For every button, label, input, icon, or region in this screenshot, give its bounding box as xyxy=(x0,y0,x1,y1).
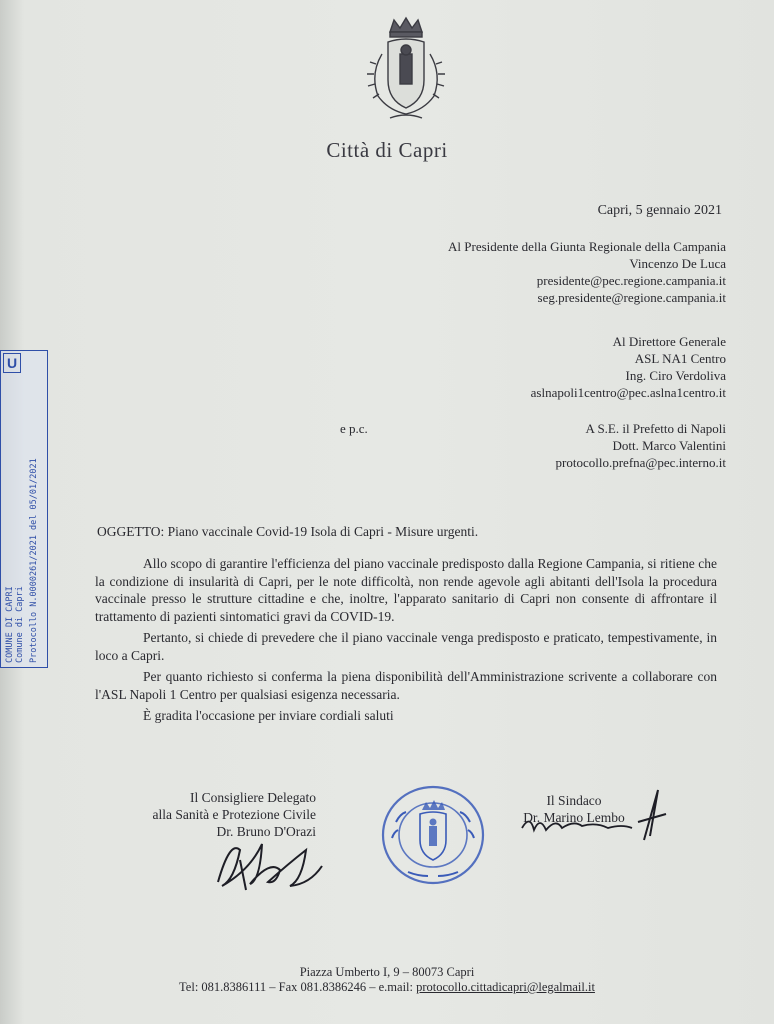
cc-label: e p.c. xyxy=(340,421,368,436)
municipal-seal-stamp xyxy=(378,782,488,888)
recipient-line: Al Presidente della Giunta Regionale della Campania xyxy=(448,239,726,254)
signature-name: Dr. Marino Lembo xyxy=(523,810,625,825)
signature-title: Il Consigliere Delegato xyxy=(190,790,316,805)
recipient-block-asl xyxy=(531,333,726,401)
protocol-stamp-line: COMUNE DI CAPRI xyxy=(5,586,15,663)
footer xyxy=(0,965,774,995)
body-paragraph: Pertanto, si chiede di prevedere che il piano vaccinale venga predisposto e praticato, tempestivamente, in loco a Capri. xyxy=(95,630,717,663)
footer-contacts xyxy=(0,980,774,995)
recipient-email: seg.presidente@regione.campania.it xyxy=(537,290,726,305)
recipient-line: ASL NA1 Centro xyxy=(634,351,726,366)
signature-title: Il Sindaco xyxy=(546,793,602,808)
city-name-heading: Città di Capri xyxy=(326,138,448,162)
protocol-stamp xyxy=(0,350,48,668)
handwritten-signature-mayor xyxy=(516,784,672,844)
protocol-stamp-line: Comune di Capri xyxy=(15,586,25,663)
footer-email-link[interactable]: protocollo.cittadicapri@legalmail.it xyxy=(416,980,595,994)
recipient-line: Ing. Ciro Verdoliva xyxy=(625,368,726,383)
footer-phone-fax: Tel: 081.8386111 – Fax 081.8386246 – e.mail: xyxy=(179,980,417,994)
recipient-email: presidente@pec.regione.campania.it xyxy=(536,273,726,288)
recipient-line: Al Direttore Generale xyxy=(612,334,726,349)
letter-body xyxy=(95,555,717,729)
signature-title: alla Sanità e Protezione Civile xyxy=(152,807,316,822)
signature-name: Dr. Bruno D'Orazi xyxy=(216,824,316,839)
date-line: Capri, 5 gennaio 2021 xyxy=(597,203,722,218)
city-crest-logo xyxy=(360,14,452,132)
recipient-block-prefect xyxy=(556,420,726,471)
recipient-line: A S.E. il Prefetto di Napoli xyxy=(585,421,726,436)
recipient-email: protocollo.prefna@pec.interno.it xyxy=(555,455,726,470)
recipient-line: Vincenzo De Luca xyxy=(629,256,726,271)
protocol-stamp-number: Protocollo N.0000261/2021 del 05/01/2021 xyxy=(29,458,39,663)
body-paragraph: Per quanto richiesto si conferma la piena disponibilità dell'Amministrazione scrivente a collaborare con l'ASL Napoli 1 Centro per qualsiasi esigenza necessaria. xyxy=(95,669,717,702)
handwritten-signature-councillor xyxy=(210,820,330,900)
recipient-block-president xyxy=(448,238,726,306)
body-paragraph: Allo scopo di garantire l'efficienza del piano vaccinale predisposto dalla Regione Campania, si ritiene che la condizione di insularità di Capri, per le note difficoltà, non rende agevole agli abitanti dell'Isola la procedura vaccinale presso le strutture cittadine e che, inoltre, l'apparato sanitario di Capri non consente di affrontare il trattamento di pazienti sintomatici gravi da COVID-19. xyxy=(95,556,717,624)
subject-line: OGGETTO: Piano vaccinale Covid-19 Isola di Capri - Misure urgenti. xyxy=(97,524,479,539)
recipient-email: aslnapoli1centro@pec.aslna1centro.it xyxy=(530,385,726,400)
footer-address: Piazza Umberto I, 9 – 80073 Capri xyxy=(299,965,475,979)
recipient-line: Dott. Marco Valentini xyxy=(612,438,726,453)
body-paragraph: È gradita l'occasione per inviare cordiali saluti xyxy=(143,708,394,723)
protocol-stamp-letter: U xyxy=(3,353,21,373)
